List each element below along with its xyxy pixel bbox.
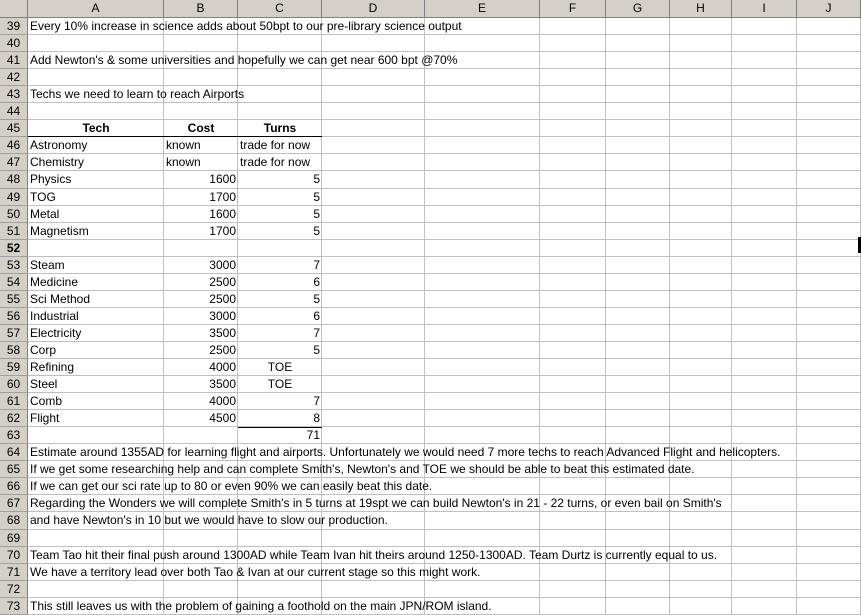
cell-c47[interactable]: trade for now [240, 155, 311, 169]
column-header-f[interactable]: F [540, 0, 606, 18]
cell-a45[interactable]: Tech [82, 121, 110, 135]
cell-a56[interactable]: Industrial [30, 309, 79, 323]
row-header[interactable]: 61 [0, 393, 28, 410]
cell-b48[interactable]: 1600 [209, 172, 236, 186]
row-header[interactable]: 58 [0, 342, 28, 359]
cell-a70[interactable]: Team Tao hit their final push around 1300AD while Team Ivan hit theirs around 1250-1300AD. Team Durtz is currently equal to us. [30, 548, 718, 562]
row-header[interactable]: 73 [0, 598, 28, 615]
cell-c48[interactable]: 5 [313, 172, 320, 186]
cell-a53[interactable]: Steam [30, 258, 65, 272]
cell-c61[interactable]: 7 [313, 394, 320, 408]
row-header[interactable]: 54 [0, 274, 28, 291]
grid-row [28, 103, 861, 120]
grid-row [28, 581, 861, 598]
cell-a66[interactable]: If we can get our sci rate up to 80 or even 90% we can easily beat this date. [30, 479, 433, 493]
column-header-h[interactable]: H [670, 0, 732, 18]
cell-b45[interactable]: Cost [187, 121, 215, 135]
row-header[interactable]: 42 [0, 69, 28, 86]
row-header[interactable]: 68 [0, 512, 28, 530]
cell-c59[interactable]: TOE [267, 360, 293, 374]
cell-b58[interactable]: 2500 [209, 343, 236, 357]
grid-row [28, 427, 861, 444]
cell-a46[interactable]: Astronomy [30, 138, 88, 152]
cell-a59[interactable]: Refining [30, 360, 75, 374]
cell-a67[interactable]: Regarding the Wonders we will complete Smith's in 5 turns at 19spt we can build Newton's in 21 - 22 turns, or even bail on Smith's [30, 496, 722, 510]
cell-a64[interactable]: Estimate around 1355AD for learning flight and airports. Unfortunately we would need 7 more techs to reach Advanced Flight and helicopters. [30, 445, 781, 459]
row-header[interactable]: 69 [0, 530, 28, 547]
grid-row [28, 35, 861, 52]
cell-c63[interactable]: 71 [306, 428, 320, 442]
cell-c45[interactable]: Turns [263, 121, 297, 135]
cell-b59[interactable]: 4000 [209, 360, 236, 374]
row-header[interactable]: 47 [0, 154, 28, 171]
cell-b60[interactable]: 3500 [209, 377, 236, 391]
cell-c60[interactable]: TOE [267, 377, 293, 391]
cell-c54[interactable]: 6 [313, 275, 320, 289]
cell-b49[interactable]: 1700 [209, 190, 236, 204]
row-header[interactable]: 52 [0, 240, 28, 257]
cell-a41[interactable]: Add Newton's & some universities and hopefully we can get near 600 bpt @70% [30, 53, 458, 67]
row-header[interactable]: 62 [0, 410, 28, 427]
cell-b57[interactable]: 3500 [209, 326, 236, 340]
cell-a54[interactable]: Medicine [30, 275, 79, 289]
cell-a60[interactable]: Steel [30, 377, 58, 391]
column-header-a[interactable]: A [28, 0, 164, 18]
cell-a50[interactable]: Metal [30, 207, 60, 221]
cell-c62[interactable]: 8 [313, 411, 320, 425]
cell-a47[interactable]: Chemistry [30, 155, 85, 169]
row-header[interactable]: 39 [0, 18, 28, 35]
total-underline [238, 427, 322, 428]
column-header-b[interactable]: B [164, 0, 238, 18]
column-header-j[interactable]: J [797, 0, 861, 18]
row-header[interactable]: 53 [0, 257, 28, 274]
column-header-d[interactable]: D [322, 0, 425, 18]
cell-c51[interactable]: 5 [313, 224, 320, 238]
row-header[interactable]: 50 [0, 206, 28, 223]
row-header[interactable]: 63 [0, 427, 28, 444]
row-header[interactable]: 41 [0, 52, 28, 69]
cell-a49[interactable]: TOG [30, 190, 56, 204]
cell-a68[interactable]: and have Newton's in 10 but we would have to slow our production. [30, 513, 388, 527]
cell-b47[interactable]: known [166, 155, 201, 169]
row-header[interactable]: 64 [0, 444, 28, 461]
cell-b61[interactable]: 4000 [209, 394, 236, 408]
cell-a71[interactable]: We have a territory lead over both Tao & Ivan at our current stage so this might work. [30, 565, 481, 579]
grid-row [28, 530, 861, 547]
grid-row [28, 240, 861, 257]
cell-a48[interactable]: Physics [30, 172, 72, 186]
cell-b46[interactable]: known [166, 138, 201, 152]
cell-a73[interactable]: This still leaves us with the problem of gaining a foothold on the main JPN/ROM island. [30, 599, 492, 613]
cell-c46[interactable]: trade for now [240, 138, 311, 152]
cell-c50[interactable]: 5 [313, 207, 320, 221]
row-header[interactable]: 43 [0, 86, 28, 103]
row-header[interactable]: 67 [0, 495, 28, 512]
cell-b54[interactable]: 2500 [209, 275, 236, 289]
cell-a61[interactable]: Comb [30, 394, 63, 408]
cell-b62[interactable]: 4500 [209, 411, 236, 425]
grid-row [28, 69, 861, 86]
cell-a57[interactable]: Electricity [30, 326, 82, 340]
cell-a58[interactable]: Corp [30, 343, 57, 357]
row-header[interactable]: 46 [0, 137, 28, 154]
cell-c58[interactable]: 5 [313, 343, 320, 357]
row-header[interactable]: 51 [0, 223, 28, 240]
row-header[interactable]: 44 [0, 103, 28, 120]
column-header-c[interactable]: C [238, 0, 322, 18]
cell-c53[interactable]: 7 [313, 258, 320, 272]
row-header[interactable]: 72 [0, 581, 28, 598]
row-header[interactable]: 57 [0, 325, 28, 342]
row-header[interactable]: 59 [0, 359, 28, 376]
row-header[interactable]: 40 [0, 35, 28, 52]
cell-c57[interactable]: 7 [313, 326, 320, 340]
row-header[interactable]: 70 [0, 547, 28, 564]
cell-b50[interactable]: 1600 [209, 207, 236, 221]
row-header[interactable]: 65 [0, 461, 28, 478]
cell-a51[interactable]: Magnetism [30, 224, 89, 238]
column-header-g[interactable]: G [606, 0, 670, 18]
row-header[interactable]: 45 [0, 120, 28, 137]
row-header[interactable]: 49 [0, 189, 28, 206]
cell-b51[interactable]: 1700 [209, 224, 236, 238]
cell-a65[interactable]: If we get some researching help and can complete Smith's, Newton's and TOE we should be able to beat this estimated date. [30, 462, 695, 476]
cell-a39[interactable]: Every 10% increase in science adds about 50bpt to our pre-library science output [30, 19, 462, 33]
cell-a43[interactable]: Techs we need to learn to reach Airports [30, 87, 245, 101]
select-all-corner[interactable] [0, 0, 28, 18]
column-header-i[interactable]: I [732, 0, 797, 18]
cell-b56[interactable]: 3000 [209, 309, 236, 323]
row-header[interactable]: 48 [0, 171, 28, 189]
row-header[interactable]: 55 [0, 291, 28, 308]
row-header[interactable]: 60 [0, 376, 28, 393]
cell-a55[interactable]: Sci Method [30, 292, 91, 306]
cell-b55[interactable]: 2500 [209, 292, 236, 306]
cell-c56[interactable]: 6 [313, 309, 320, 323]
column-header-e[interactable]: E [425, 0, 540, 18]
cell-c55[interactable]: 5 [313, 292, 320, 306]
row-header[interactable]: 56 [0, 308, 28, 325]
row-header[interactable]: 71 [0, 564, 28, 581]
cell-c49[interactable]: 5 [313, 190, 320, 204]
cell-a62[interactable]: Flight [30, 411, 60, 425]
row-header[interactable]: 66 [0, 478, 28, 495]
cell-b53[interactable]: 3000 [209, 258, 236, 272]
